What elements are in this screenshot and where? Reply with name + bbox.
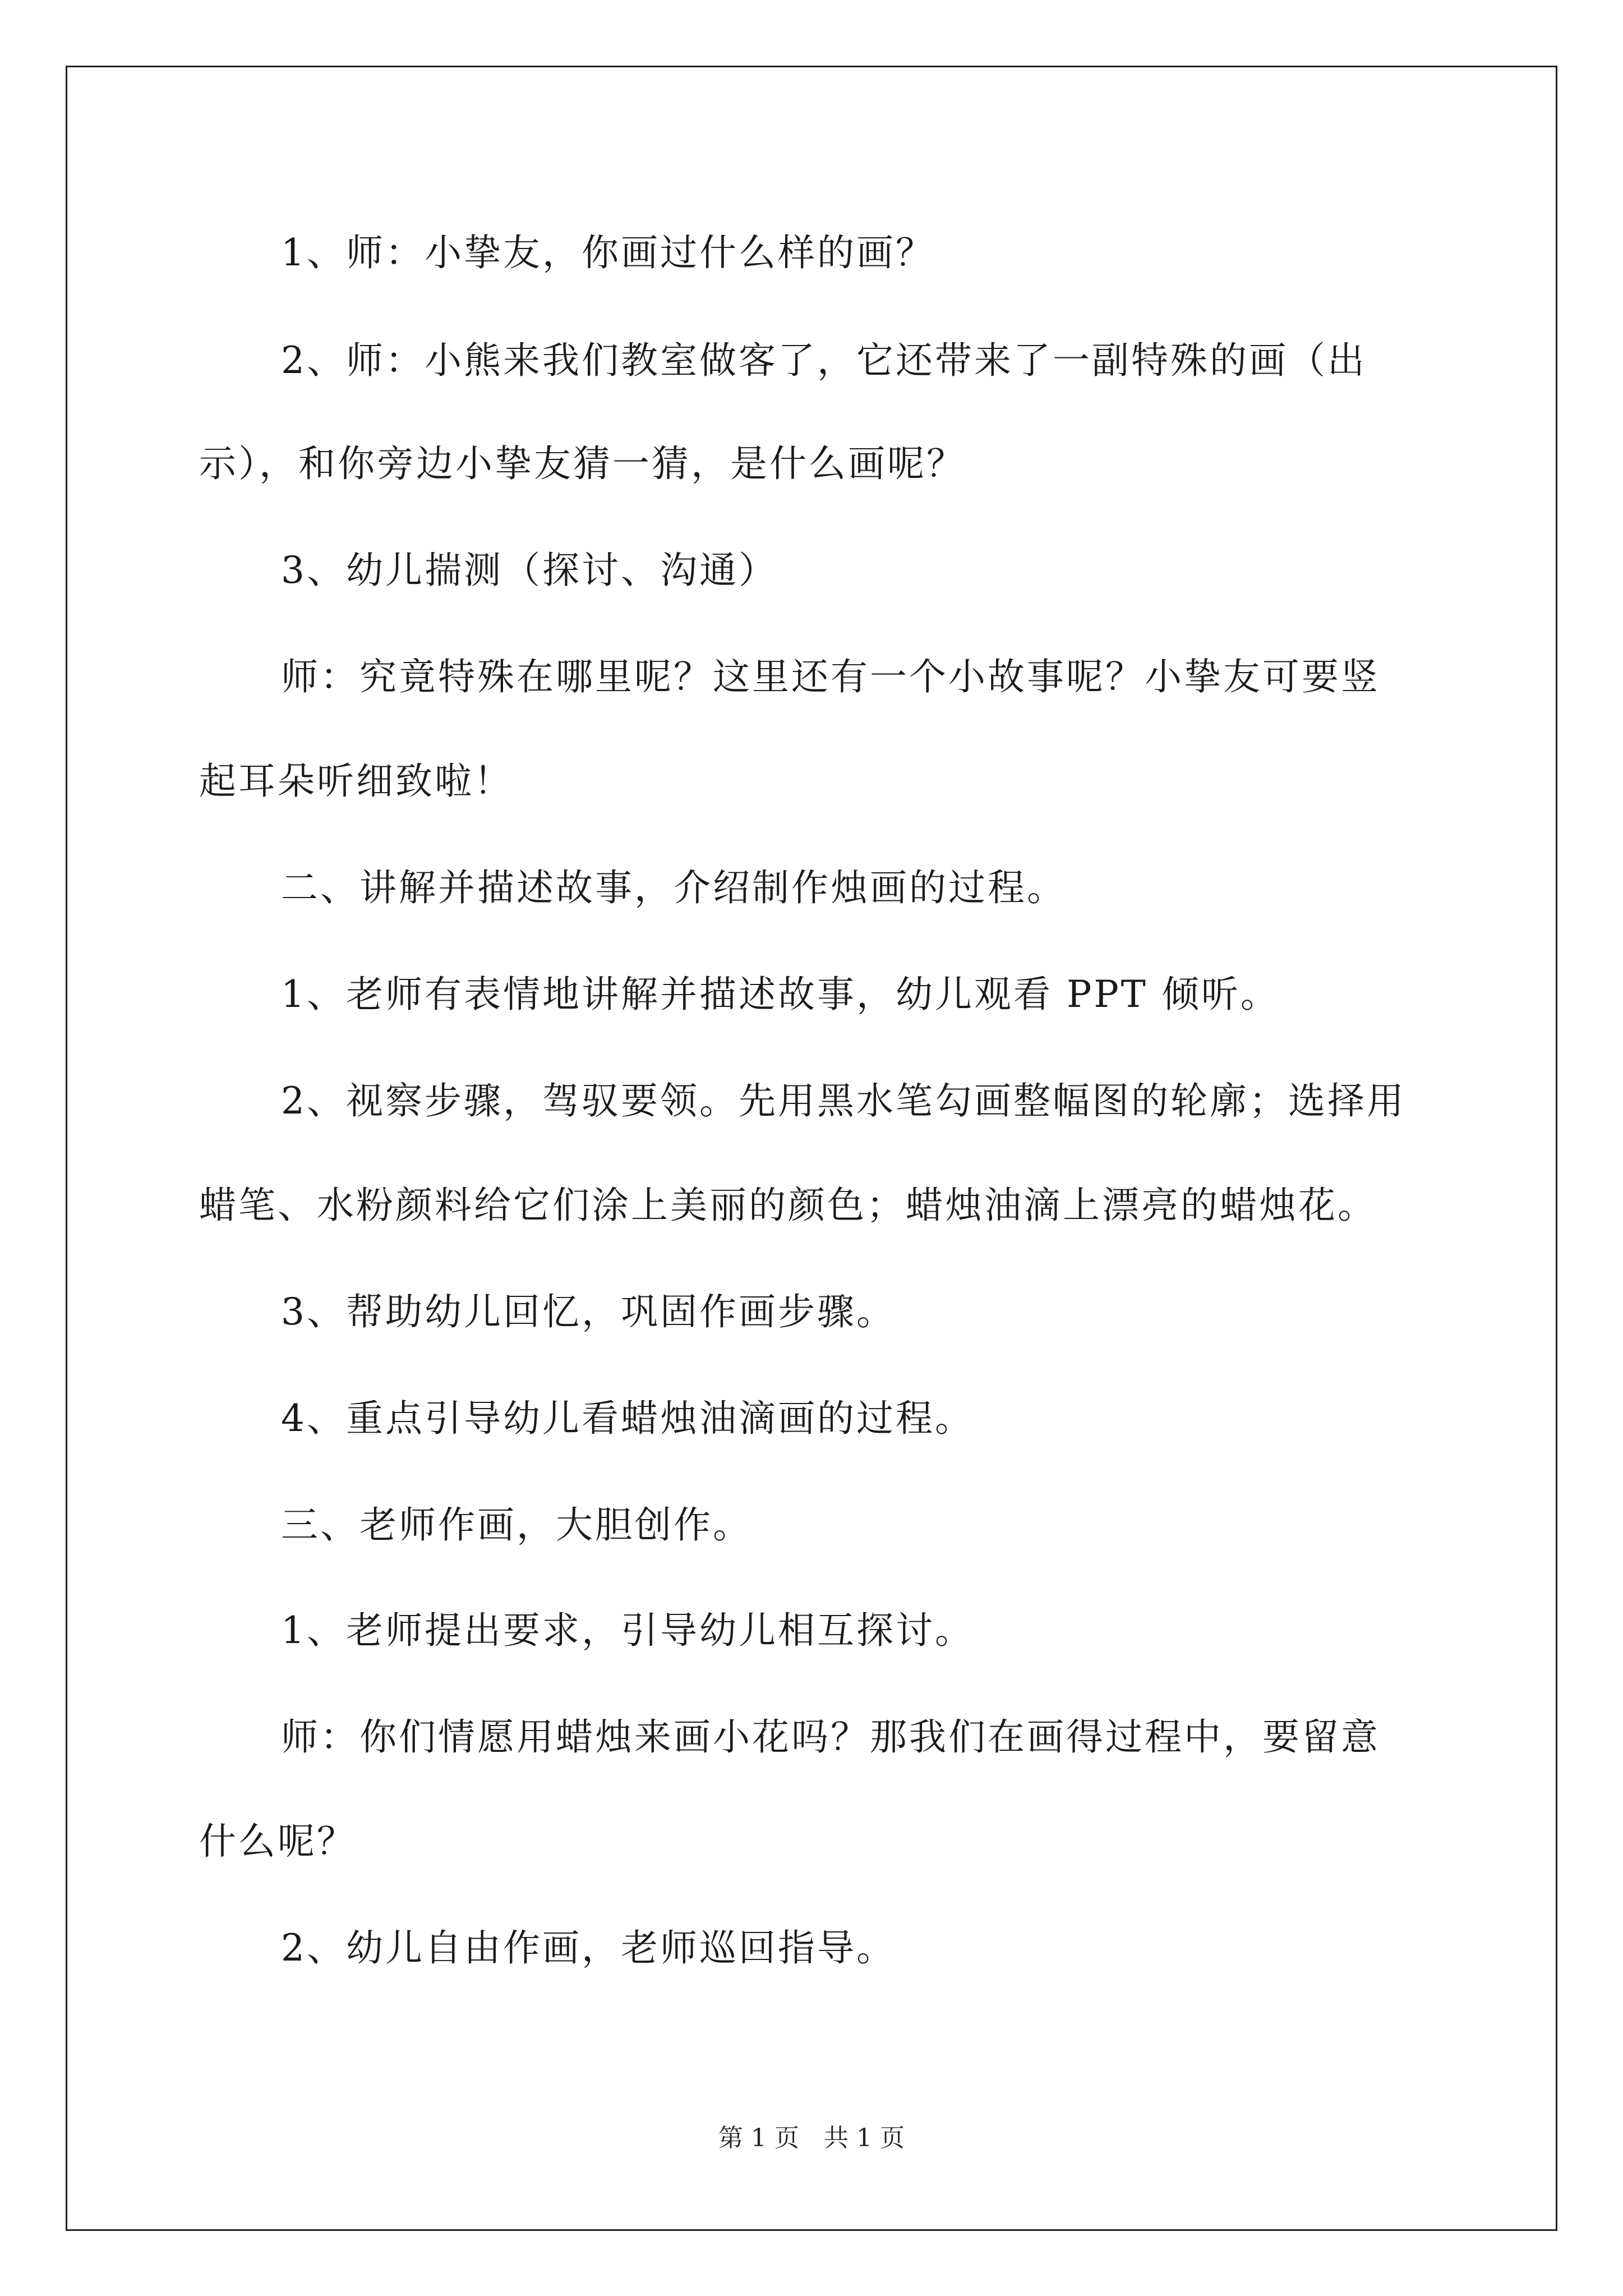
paragraph-line: 师：你们情愿用蜡烛来画小花吗？那我们在画得过程中，要留意 <box>281 1715 1380 1759</box>
paragraph-line: 1、老师有表情地讲解并描述故事，幼儿观看 PPT 倾听。 <box>281 973 1280 1016</box>
paragraph-line: 2、幼儿自由作画，老师巡回指导。 <box>281 1926 896 1970</box>
paragraph-line: 3、幼儿揣测（探讨、沟通） <box>281 549 778 592</box>
paragraph-line: 4、重点引导幼儿看蜡烛油滴画的过程。 <box>281 1397 974 1440</box>
paragraph-line: 起耳朵听细致啦！ <box>199 760 513 803</box>
paragraph-line: 2、视察步骤，驾驭要领。先用黑水笔勾画整幅图的轮廓；选择用 <box>281 1079 1406 1122</box>
paragraph-line: 什么呢？ <box>199 1820 356 1863</box>
page-border <box>66 66 1557 2231</box>
paragraph-line: 蜡笔、水粉颜料给它们涂上美丽的颜色；蜡烛油滴上漂亮的蜡烛花。 <box>199 1184 1377 1227</box>
paragraph-line: 示），和你旁边小挚友猜一猜，是什么画呢？ <box>199 442 966 485</box>
paragraph-line: 师：究竟特殊在哪里呢？这里还有一个小故事呢？小挚友可要竖 <box>281 655 1380 698</box>
paragraph-line: 3、帮助幼儿回忆，巩固作画步骤。 <box>281 1290 896 1333</box>
section-heading: 三、老师作画，大胆创作。 <box>281 1503 752 1547</box>
paragraph-line: 1、师：小挚友，你画过什么样的画？ <box>281 231 935 274</box>
paragraph-line: 2、师：小熊来我们教室做客了，它还带来了一副特殊的画（出 <box>281 339 1367 382</box>
paragraph-line: 1、老师提出要求，引导幼儿相互探讨。 <box>281 1609 974 1652</box>
page-number: 第 1 页 共 1 页 <box>718 2124 905 2152</box>
section-heading: 二、讲解并描述故事，介绍制作烛画的过程。 <box>281 866 1066 909</box>
